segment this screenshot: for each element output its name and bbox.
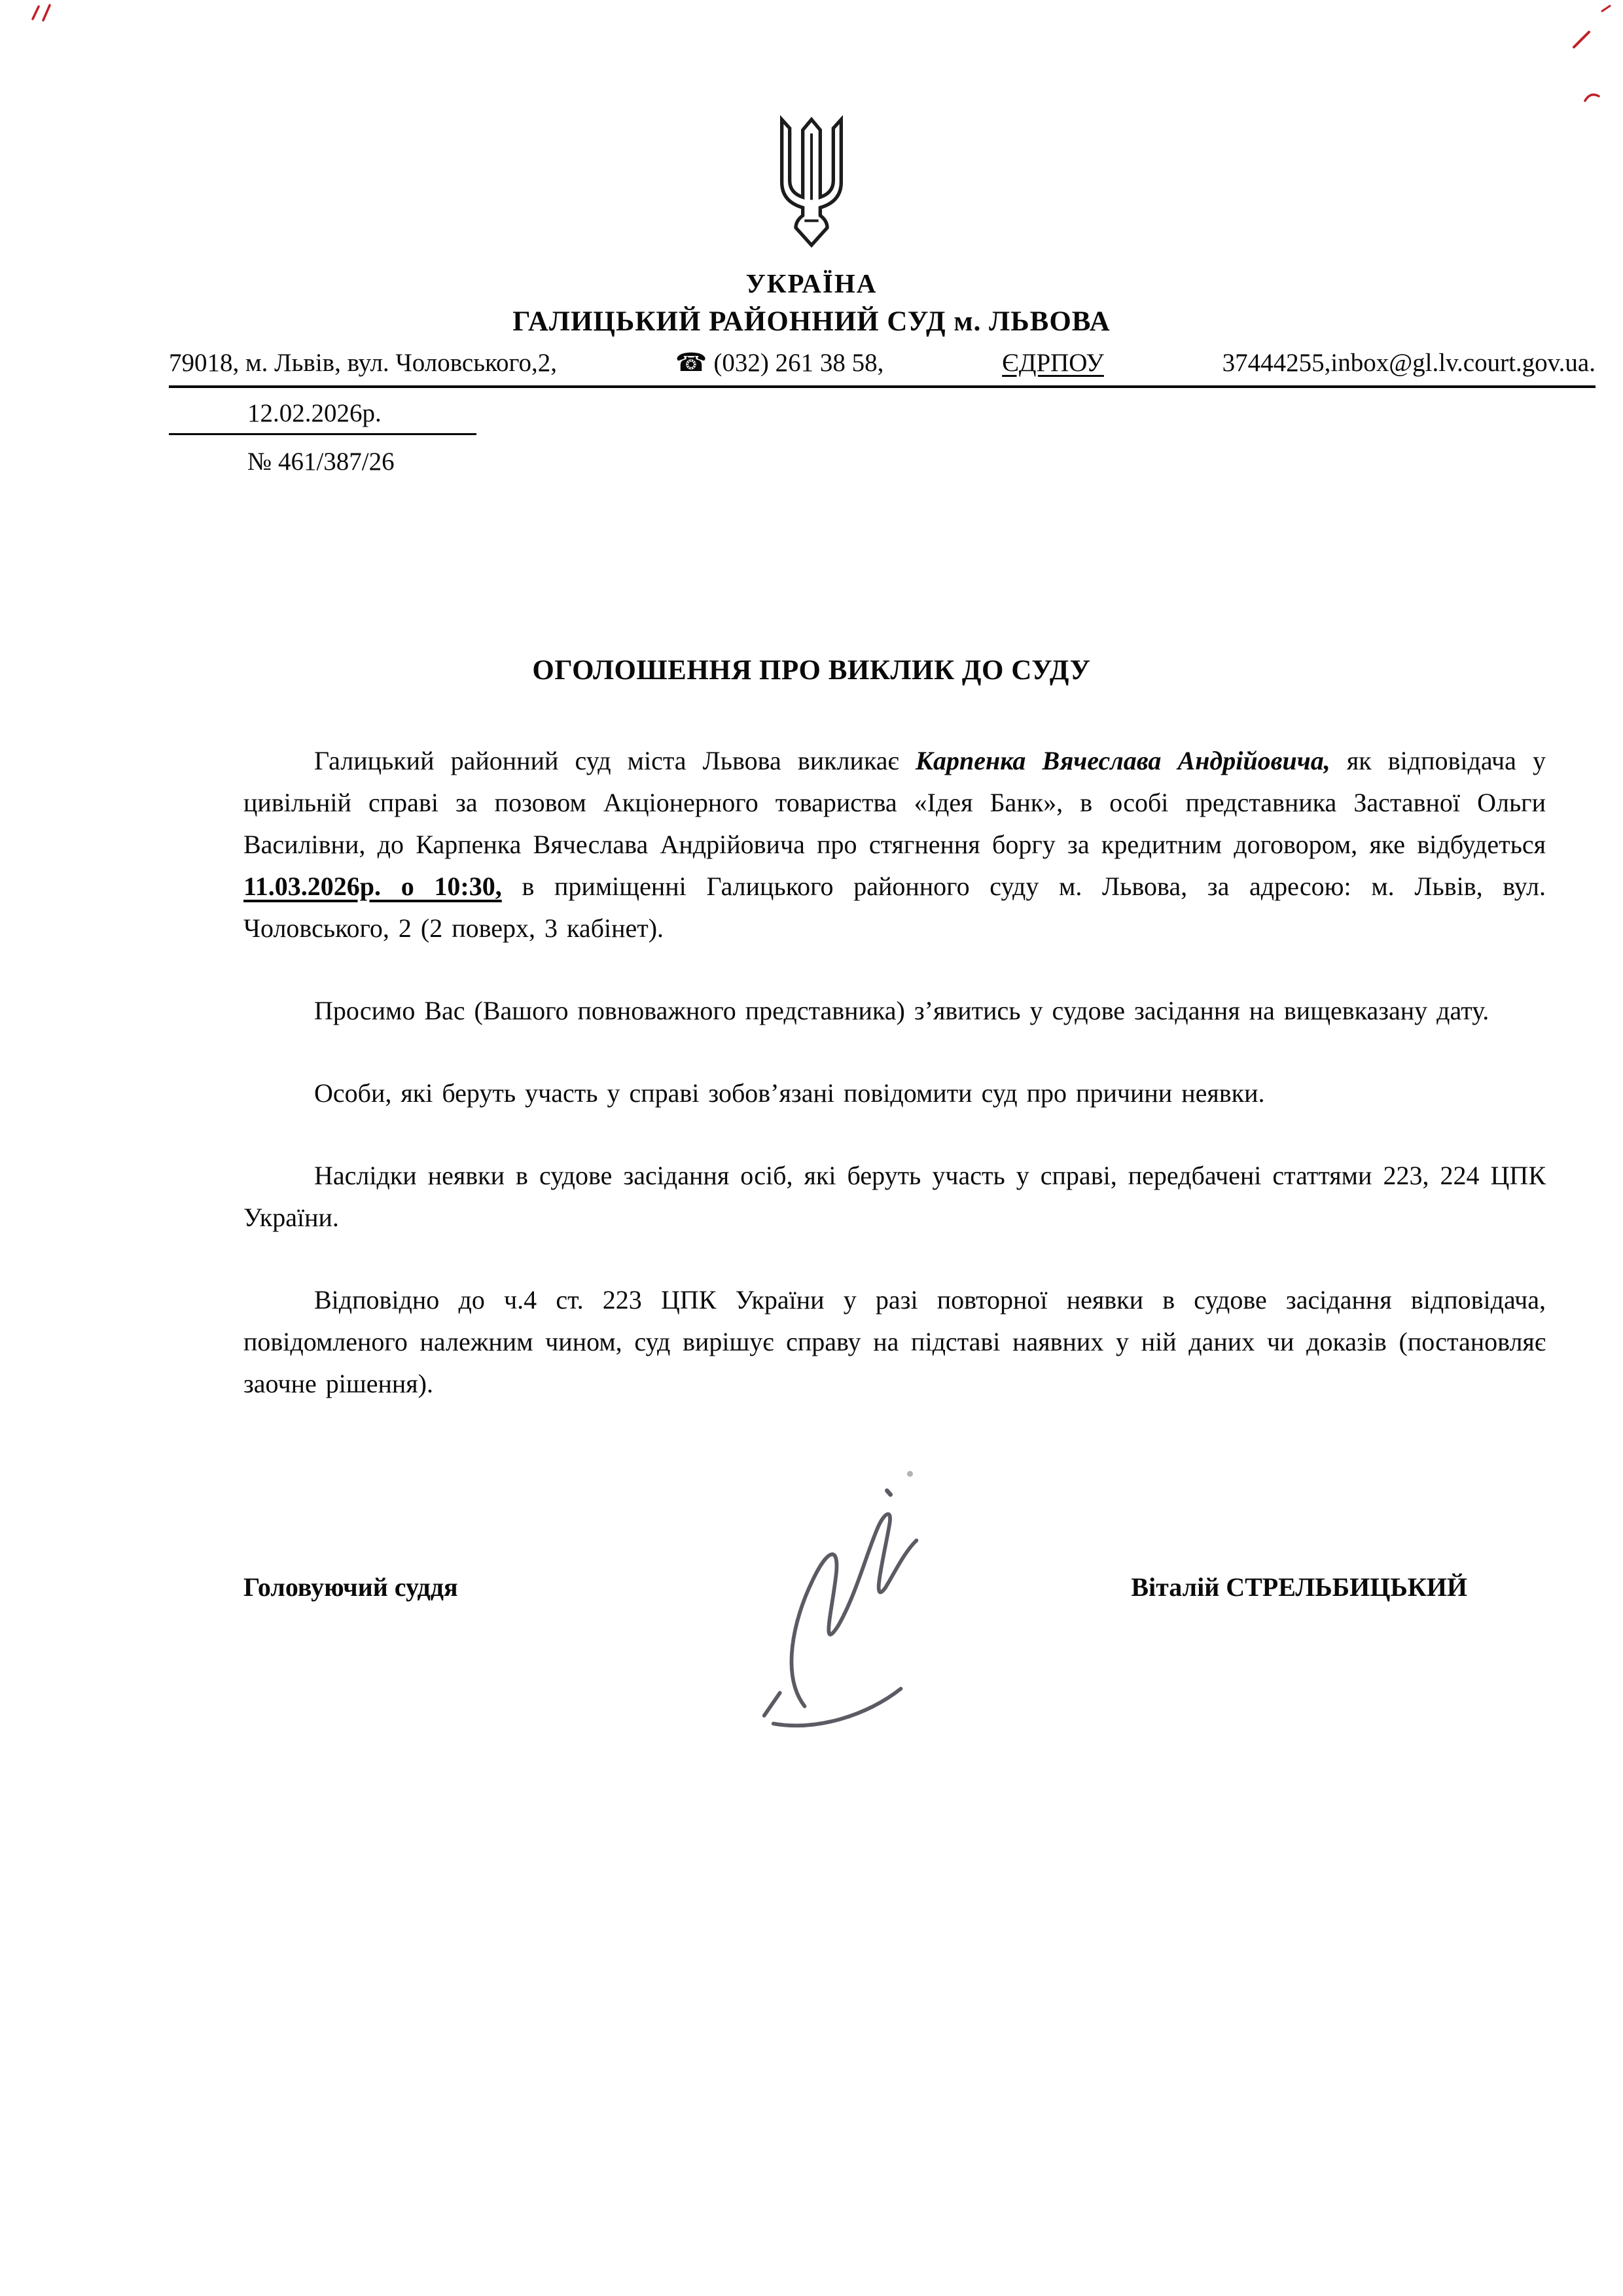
scan-artifact-red (30, 3, 56, 22)
document-date: 12.02.2026р. (169, 388, 476, 435)
p1-mid: як відповідача у цивільній справі за позовом Акціонерного товариства «Ідея Банк», в особі представника Заставної Ольги Василівни, до Карпенка Вячеслава Андрійовича про стягнення боргу за кредитним договором, яке відбудеться (243, 745, 1546, 859)
letterhead-contact-line (169, 348, 1596, 388)
p1-lead: Галицький районний суд міста Львова викликає (314, 745, 899, 775)
paragraph-request: Просимо Вас (Вашого повноважного представника) з’явитись у судове засідання на вищевказану дату. (314, 995, 1489, 1025)
paragraph-obligation: Особи, які беруть участь у справі зобов’язані повідомити суд про причини неявки. (314, 1078, 1265, 1108)
scan-artifact-red (1572, 30, 1592, 50)
edrpou-value-and-email: 37444255,inbox@gl.lv.court.gov.ua. (1222, 348, 1596, 377)
scan-artifact-red (1584, 90, 1601, 103)
court-address: 79018, м. Львів, вул. Чоловського,2, (169, 348, 557, 377)
phone-block (675, 348, 884, 378)
phone-number: (032) 261 38 58, (713, 348, 884, 377)
edrpou-label: ЄДРПОУ (1002, 348, 1104, 377)
phone-icon: ☎ (675, 348, 707, 377)
paragraph-default-judgment: Відповідно до ч.4 ст. 223 ЦПК України у разі повторної неявки в судове засідання відповідача, повідомленого належним чином, суд вирішує справу на підставі наявних у ній даних чи доказів (постановляє заочне рішення). (243, 1284, 1546, 1398)
court-name: ГАЛИЦЬКИЙ РАЙОННИЙ СУД м. ЛЬВОВА (512, 306, 1111, 337)
ukraine-trident-emblem-icon (759, 113, 864, 261)
judge-name: Віталій СТРЕЛЬБИЦЬКИЙ (1131, 1572, 1467, 1602)
paragraph-summons (243, 740, 1546, 949)
scan-artifact-pencil-dot (907, 1471, 913, 1477)
country-name: УКРАЇНА (745, 268, 878, 298)
hearing-datetime: 11.03.2026р. о 10:30, (243, 871, 502, 901)
document-body (243, 740, 1546, 1405)
scan-artifact-red (1601, 4, 1613, 13)
handwritten-signature (724, 1478, 957, 1735)
defendant-name: Карпенка Вячеслава Андрійовича, (915, 745, 1330, 775)
judge-role: Головуючий суддя (243, 1572, 458, 1602)
p1-tail: в приміщенні Галицького районного суду м. Львова, за адресою: м. Львів, вул. Чоловського, 2 (2 поверх, 3 кабінет). (243, 871, 1546, 943)
case-number: № 461/387/26 (247, 447, 395, 476)
document-title: ОГОЛОШЕННЯ ПРО ВИКЛИК ДО СУДУ (532, 654, 1091, 686)
paragraph-consequences: Наслідки неявки в судове засідання осіб, які беруть участь у справі, передбачені статтями 223, 224 ЦПК України. (243, 1160, 1546, 1232)
